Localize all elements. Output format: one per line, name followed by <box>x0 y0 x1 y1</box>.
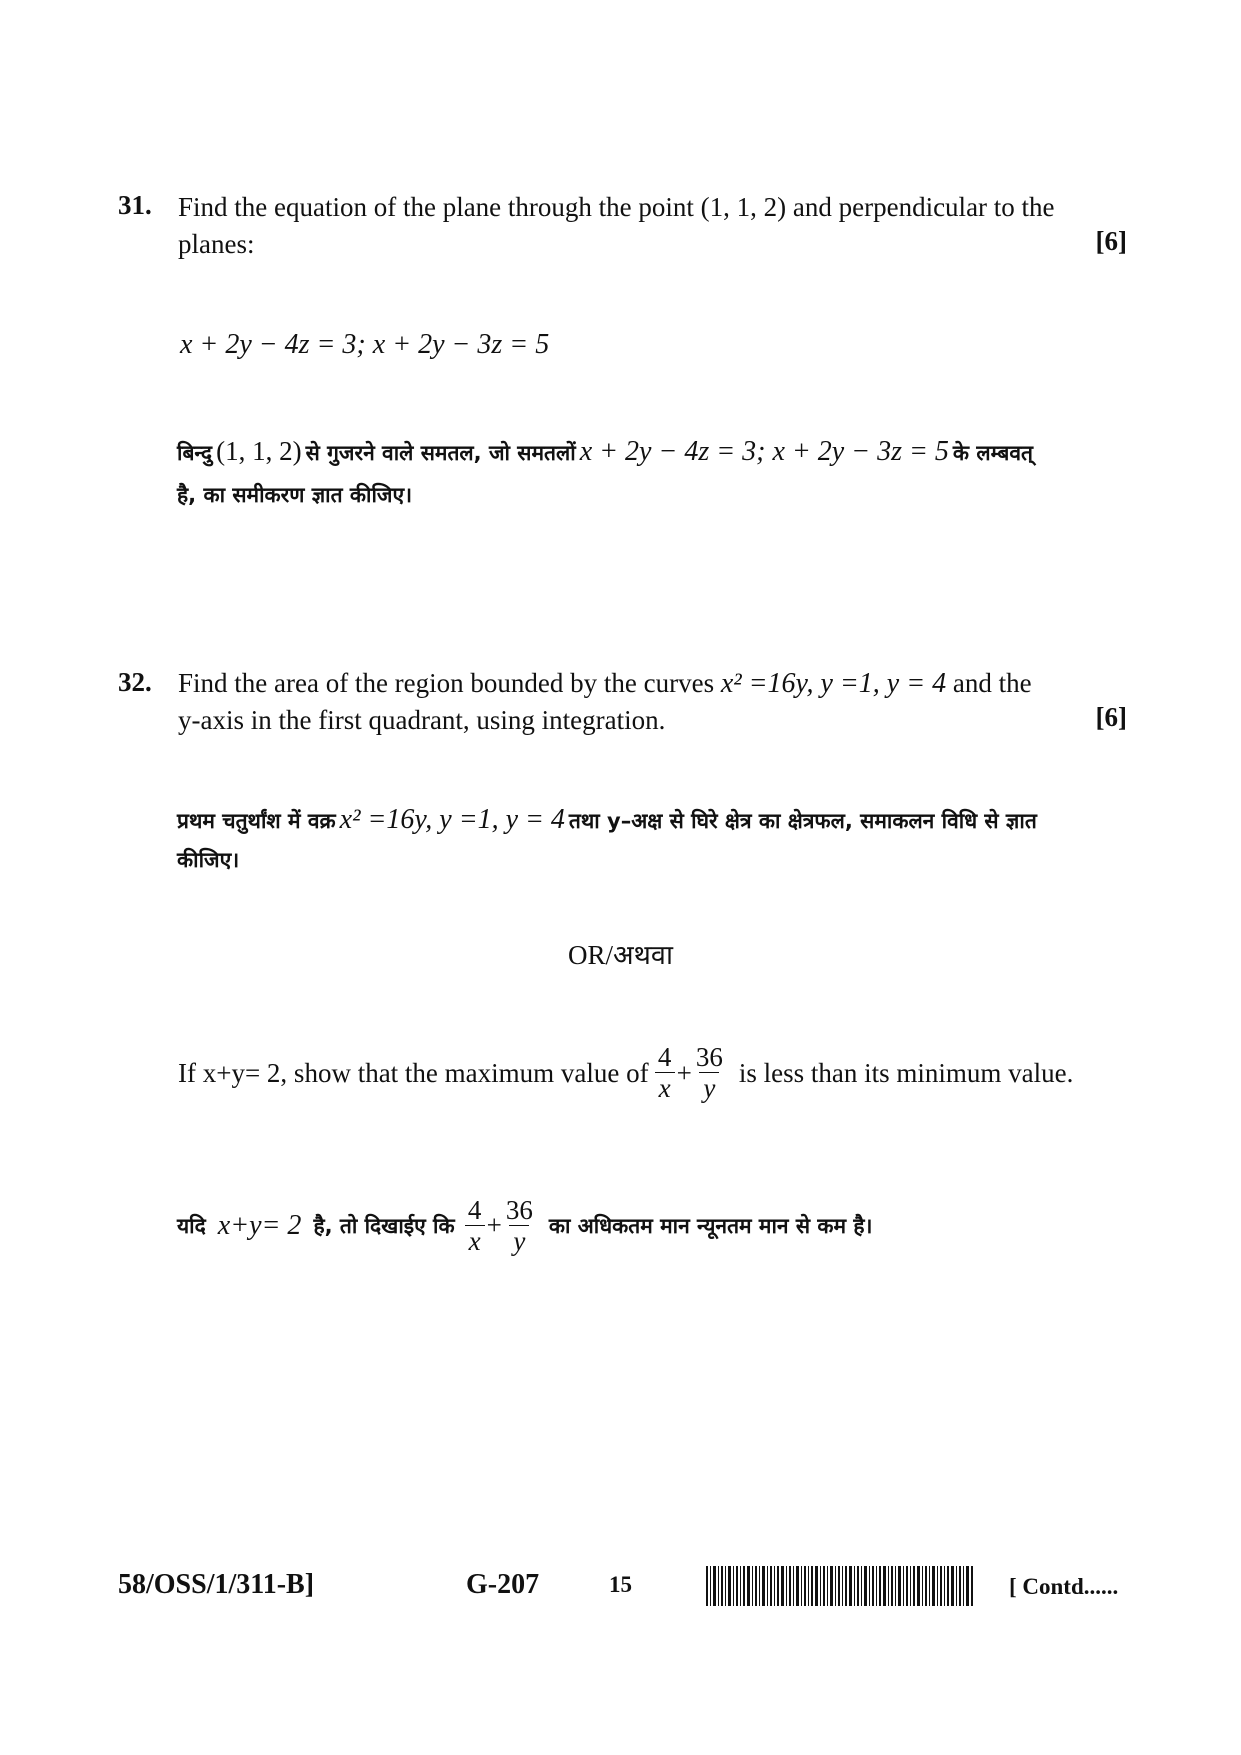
page-number: 15 <box>609 1572 632 1597</box>
fraction-denominator: y <box>509 1225 529 1256</box>
hindi-text: तथा y–अक्ष से घिरे क्षेत्र का क्षेत्रफल, समाकलन विधि से ज्ञात <box>568 809 1037 833</box>
hindi-text: है, का समीकरण ज्ञात कीजिए। <box>177 483 413 507</box>
equation: x+y= 2 <box>217 1209 302 1241</box>
barcode-icon <box>706 1566 973 1606</box>
plus-sign: + <box>486 1210 502 1240</box>
fraction-denominator: x <box>465 1225 485 1256</box>
alternate-hindi-question <box>177 1195 872 1256</box>
question-text: y-axis in the first quadrant, using integration. <box>178 705 666 735</box>
fraction-numerator: 4 <box>467 1195 482 1225</box>
fraction <box>465 1195 485 1256</box>
point-coordinates: (1, 1, 2) <box>216 436 302 466</box>
question-text-part: Find the area of the region bounded by the curves <box>178 668 715 698</box>
question-text <box>178 665 1032 702</box>
question-text: Find the equation of the plane through the point (1, 1, 2) and perpendicular to the <box>178 192 1055 222</box>
hindi-text: यदि <box>177 1213 206 1238</box>
fraction-numerator: 36 <box>505 1195 533 1225</box>
fraction-numerator: 4 <box>657 1042 672 1072</box>
hindi-text: प्रथम चतुर्थांश में वक्र <box>177 809 336 833</box>
question-text-part: and the <box>952 668 1032 698</box>
plus-sign: + <box>676 1057 692 1088</box>
alternate-question <box>178 1042 1073 1103</box>
marks-label: [6] <box>1095 226 1127 256</box>
hindi-text: कीजिए। <box>177 848 240 872</box>
hindi-text: का अधिकतम मान न्यूनतम मान से कम है। <box>548 1213 873 1238</box>
hindi-text: है, तो दिखाईए कि <box>313 1213 455 1238</box>
series-code: G-207 <box>466 1569 540 1600</box>
continued-label: [ Contd...... <box>1009 1574 1119 1599</box>
fraction <box>655 1042 675 1103</box>
fraction <box>694 1042 725 1103</box>
question-text: planes: <box>178 229 255 259</box>
or-label: OR/अथवा <box>568 940 673 970</box>
fraction <box>504 1195 535 1256</box>
equation: x² =16y, y =1, y = 4 <box>720 668 947 699</box>
or-divider <box>0 935 1241 972</box>
question-number: 32. <box>118 667 152 697</box>
equation: x² =16y, y =1, y = 4 <box>339 804 565 835</box>
question-text-part: If x+y= 2, show that the maximum value of <box>178 1057 649 1088</box>
fraction-numerator: 36 <box>695 1042 723 1072</box>
hindi-text: के लम्बवत् <box>952 441 1034 465</box>
fraction-denominator: y <box>699 1072 719 1103</box>
question-number: 31. <box>118 190 152 220</box>
hindi-text: से गुजरने वाले समतल, जो समतलों <box>305 441 576 465</box>
fraction-denominator: x <box>655 1072 675 1103</box>
hindi-question <box>177 436 1033 468</box>
marks-label: [6] <box>1095 702 1127 732</box>
equation: x + 2y − 4z = 3; x + 2y − 3z = 5 <box>579 436 949 467</box>
paper-code: 58/OSS/1/311-B] <box>118 1569 315 1600</box>
equation: x + 2y − 4z = 3; x + 2y − 3z = 5 <box>180 329 550 360</box>
question-text-part: is less than its minimum value. <box>738 1057 1074 1088</box>
hindi-text: बिन्दु <box>177 441 213 465</box>
hindi-question <box>177 804 1037 836</box>
